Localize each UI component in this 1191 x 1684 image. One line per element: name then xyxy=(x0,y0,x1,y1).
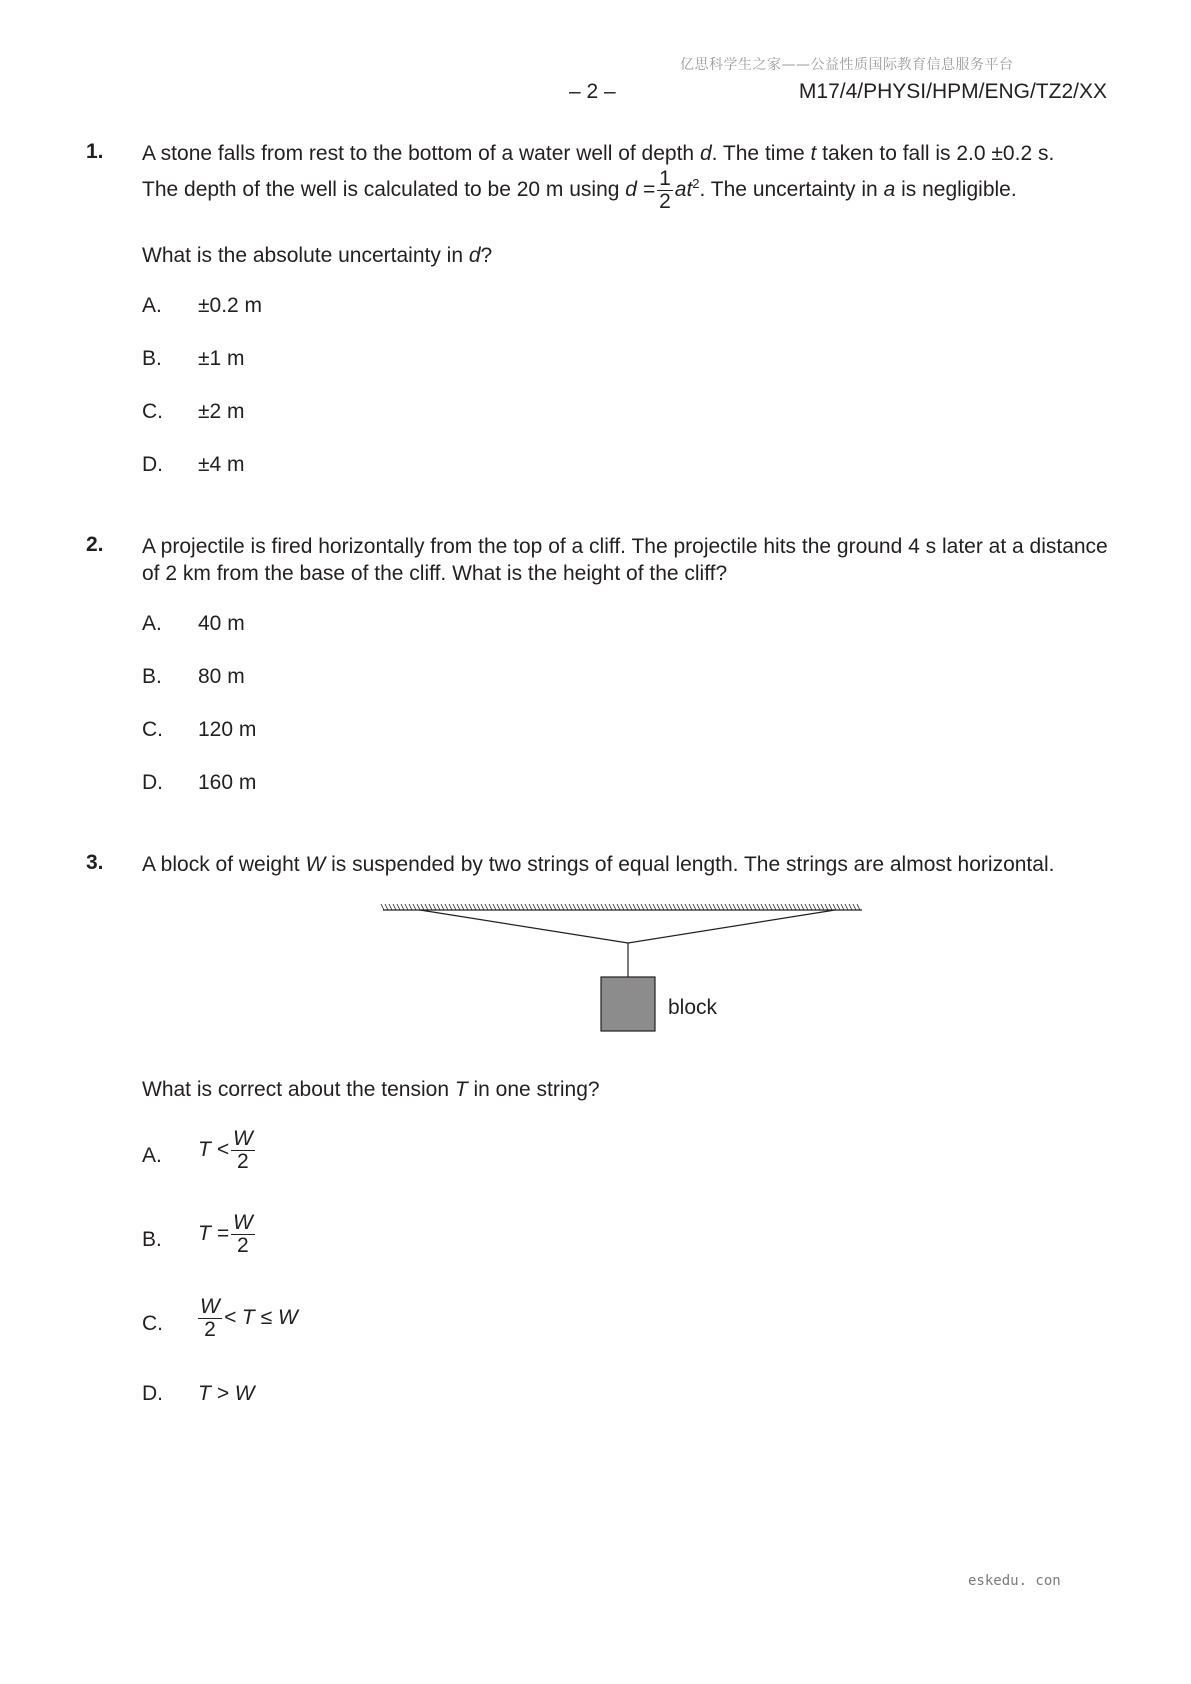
q1-option-a-text[interactable]: ±0.2 m xyxy=(198,294,263,317)
q2-option-d-text[interactable]: 160 m xyxy=(198,771,257,794)
hatch-mark xyxy=(477,904,480,910)
q3-option-c-letter[interactable]: C. xyxy=(142,1312,163,1335)
q2-option-a-text[interactable]: 40 m xyxy=(198,612,245,635)
hatch-mark xyxy=(537,904,540,910)
hatch-mark xyxy=(581,904,584,910)
hatch-mark xyxy=(421,904,424,910)
hatch-mark xyxy=(393,904,396,910)
hatch-mark xyxy=(841,904,844,910)
hatch-mark xyxy=(681,904,684,910)
hatch-mark xyxy=(853,904,856,910)
equation-lhs: d = xyxy=(625,178,656,202)
q2-option-d-letter[interactable]: D. xyxy=(142,771,163,794)
q2-option-a-letter[interactable]: A. xyxy=(142,612,162,635)
hatch-mark xyxy=(549,904,552,910)
hatch-mark xyxy=(517,904,520,910)
hatch-mark xyxy=(849,904,852,910)
block-label: block xyxy=(668,996,718,1019)
hatch-mark xyxy=(601,904,604,910)
hatch-mark xyxy=(793,904,796,910)
hatch-mark xyxy=(661,904,664,910)
hatch-mark xyxy=(381,904,384,910)
hatch-mark xyxy=(545,904,548,910)
hatch-mark xyxy=(553,904,556,910)
q1-option-c-letter[interactable]: C. xyxy=(142,400,163,423)
q1-option-b-letter[interactable]: B. xyxy=(142,347,162,370)
hatch-mark xyxy=(749,904,752,910)
hatch-mark xyxy=(489,904,492,910)
hatch-mark xyxy=(809,904,812,910)
hatch-mark xyxy=(389,904,392,910)
hatch-mark xyxy=(501,904,504,910)
hatch-mark xyxy=(705,904,708,910)
hatch-mark xyxy=(541,904,544,910)
hatch-mark xyxy=(433,904,436,910)
q3-option-b-expression[interactable]: T = $\frac{W}{2}$ xyxy=(198,1211,253,1257)
hatch-mark xyxy=(441,904,444,910)
hatch-mark xyxy=(825,904,828,910)
hatch-mark xyxy=(745,904,748,910)
hatch-mark xyxy=(629,904,632,910)
hatch-mark xyxy=(669,904,672,910)
hatch-mark xyxy=(633,904,636,910)
header-watermark: 亿思科学生之家——公益性质国际教育信息服务平台 xyxy=(680,57,1014,73)
block xyxy=(601,977,655,1031)
hatch-mark xyxy=(401,904,404,910)
hatch-mark xyxy=(513,904,516,910)
question-1-line-2: The depth of the well is calculated to be 20 m using d = $\frac{1}{2}$ $at^2$. The uncertainty in a is negligible. xyxy=(142,167,1017,213)
question-2-text: A projectile is fired horizontally from the top of a cliff. The projectile hits the ground 4 s later at a distance of 2 km from the base of the cliff. What is the height of the cliff? xyxy=(142,535,1108,585)
hatch-mark xyxy=(797,904,800,910)
hatch-mark xyxy=(385,904,388,910)
hatch-mark xyxy=(653,904,656,910)
q1-option-d-letter[interactable]: D. xyxy=(142,453,163,476)
hatch-mark xyxy=(857,904,860,910)
hatch-mark xyxy=(533,904,536,910)
left-string xyxy=(420,910,628,943)
hatch-mark xyxy=(813,904,816,910)
hatch-mark xyxy=(413,904,416,910)
hatch-mark xyxy=(593,904,596,910)
question-2-number: 2. xyxy=(86,533,104,556)
hatch-mark xyxy=(805,904,808,910)
hatch-mark xyxy=(445,904,448,910)
hatch-mark xyxy=(605,904,608,910)
question-1-prompt: What is the absolute uncertainty in d? xyxy=(142,244,493,267)
q2-option-c-letter[interactable]: C. xyxy=(142,718,163,741)
hatch-mark xyxy=(481,904,484,910)
question-1-number: 1. xyxy=(86,140,104,163)
hatch-mark xyxy=(497,904,500,910)
hatch-mark xyxy=(697,904,700,910)
hatch-mark xyxy=(713,904,716,910)
hatch-mark xyxy=(469,904,472,910)
q3-option-d-expression[interactable]: T > W xyxy=(198,1382,255,1405)
q2-option-b-letter[interactable]: B. xyxy=(142,665,162,688)
hatch-mark xyxy=(473,904,476,910)
hatch-mark xyxy=(821,904,824,910)
hatch-mark xyxy=(757,904,760,910)
fraction-half: $\frac{1}{2}$ xyxy=(659,167,671,213)
q2-option-b-text[interactable]: 80 m xyxy=(198,665,245,688)
hatch-mark xyxy=(453,904,456,910)
hatch-mark xyxy=(561,904,564,910)
hatch-mark xyxy=(405,904,408,910)
hatch-mark xyxy=(645,904,648,910)
ceiling-hatching xyxy=(381,904,862,910)
q1-option-b-text[interactable]: ±1 m xyxy=(198,347,245,370)
hatch-mark xyxy=(721,904,724,910)
hatch-mark xyxy=(461,904,464,910)
hatch-mark xyxy=(625,904,628,910)
hatch-mark xyxy=(597,904,600,910)
hatch-mark xyxy=(525,904,528,910)
hatch-mark xyxy=(741,904,744,910)
hatch-mark xyxy=(701,904,704,910)
right-string xyxy=(628,910,835,943)
q3-option-b-letter[interactable]: B. xyxy=(142,1228,162,1251)
q1-option-a-letter[interactable]: A. xyxy=(142,294,162,317)
hatch-mark xyxy=(785,904,788,910)
hatch-mark xyxy=(637,904,640,910)
hatch-mark xyxy=(737,904,740,910)
hatch-mark xyxy=(521,904,524,910)
hatch-mark xyxy=(449,904,452,910)
hatch-mark xyxy=(649,904,652,910)
hatch-mark xyxy=(689,904,692,910)
hatch-mark xyxy=(773,904,776,910)
hatch-mark xyxy=(685,904,688,910)
hatch-mark xyxy=(753,904,756,910)
hatch-mark xyxy=(429,904,432,910)
hatch-mark xyxy=(833,904,836,910)
hatch-mark xyxy=(837,904,840,910)
hatch-mark xyxy=(397,904,400,910)
hatch-mark xyxy=(789,904,792,910)
hatch-mark xyxy=(617,904,620,910)
hatch-mark xyxy=(573,904,576,910)
hatch-mark xyxy=(801,904,804,910)
q1-option-c-text[interactable]: ±2 m xyxy=(198,400,245,423)
footer-watermark: eskedu. con xyxy=(968,1573,1061,1589)
hatch-mark xyxy=(677,904,680,910)
q3-option-d-letter[interactable]: D. xyxy=(142,1382,163,1405)
hatch-mark xyxy=(781,904,784,910)
hatch-mark xyxy=(729,904,732,910)
hatch-mark xyxy=(505,904,508,910)
hatch-mark xyxy=(409,904,412,910)
hatch-mark xyxy=(665,904,668,910)
hatch-mark xyxy=(417,904,420,910)
hatch-mark xyxy=(777,904,780,910)
hatch-mark xyxy=(641,904,644,910)
hatch-mark xyxy=(761,904,764,910)
hatch-mark xyxy=(493,904,496,910)
hatch-mark xyxy=(529,904,532,910)
q3-option-a-letter[interactable]: A. xyxy=(142,1144,162,1167)
hatch-mark xyxy=(457,904,460,910)
hatch-mark xyxy=(693,904,696,910)
question-1-line-1: A stone falls from rest to the bottom of a water well of depth d. The time t taken to fall is 2.0 ±0.2 s. xyxy=(142,142,1055,165)
hatch-mark xyxy=(673,904,676,910)
page-number: – 2 – xyxy=(569,80,616,103)
hatch-mark xyxy=(589,904,592,910)
hatch-mark xyxy=(425,904,428,910)
hatch-mark xyxy=(569,904,572,910)
hatch-mark xyxy=(725,904,728,910)
hatch-mark xyxy=(509,904,512,910)
q1-option-d-text[interactable]: ±4 m xyxy=(198,453,245,476)
hatch-mark xyxy=(765,904,768,910)
hatch-mark xyxy=(717,904,720,910)
hatch-mark xyxy=(817,904,820,910)
q3-option-c-expression[interactable]: $\frac{W}{2}$ < T ≤ W xyxy=(200,1295,298,1341)
question-3-text: A block of weight W is suspended by two strings of equal length. The strings are almost horizontal. xyxy=(142,853,1055,876)
hatch-mark xyxy=(709,904,712,910)
hatch-mark xyxy=(465,904,468,910)
hatch-mark xyxy=(609,904,612,910)
hatch-mark xyxy=(565,904,568,910)
q2-option-c-text[interactable]: 120 m xyxy=(198,718,257,741)
hatch-mark xyxy=(769,904,772,910)
hatch-mark xyxy=(829,904,832,910)
hatch-mark xyxy=(621,904,624,910)
hatch-mark xyxy=(485,904,488,910)
question-3-prompt: What is correct about the tension T in one string? xyxy=(142,1078,600,1101)
hatch-mark xyxy=(557,904,560,910)
hatch-mark xyxy=(733,904,736,910)
paper-code: M17/4/PHYSI/HPM/ENG/TZ2/XX xyxy=(798,80,1107,103)
hatch-mark xyxy=(577,904,580,910)
suspended-block-diagram xyxy=(380,900,870,1040)
hatch-mark xyxy=(613,904,616,910)
hatch-mark xyxy=(845,904,848,910)
hatch-mark xyxy=(657,904,660,910)
hatch-mark xyxy=(437,904,440,910)
q3-option-a-expression[interactable]: T < $\frac{W}{2}$ xyxy=(198,1127,253,1173)
question-3-number: 3. xyxy=(86,851,104,874)
hatch-mark xyxy=(585,904,588,910)
